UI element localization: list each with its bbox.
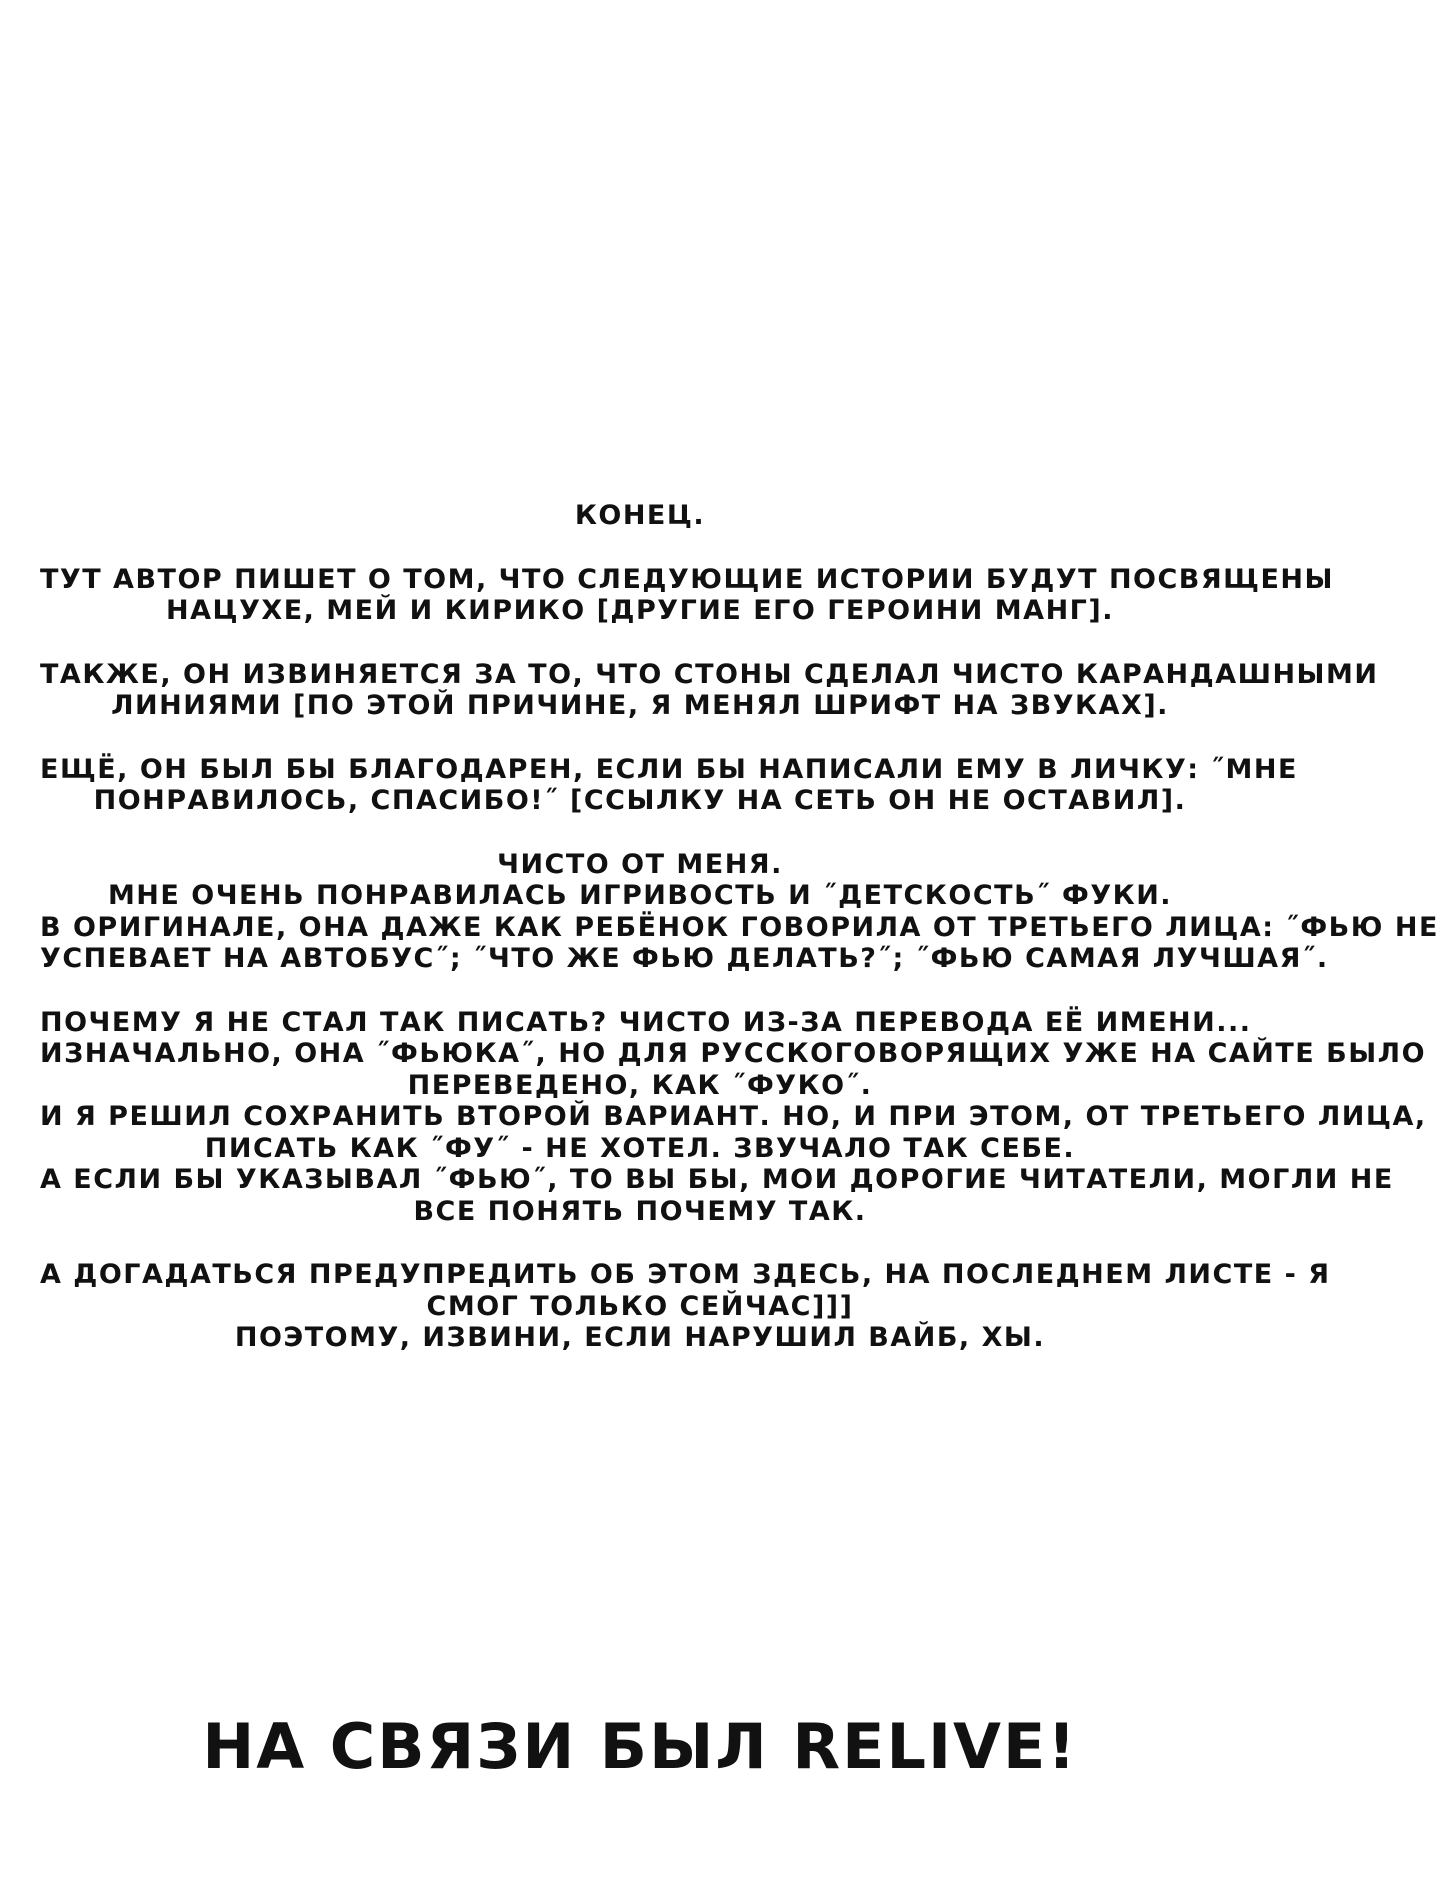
note-line: ТУТ АВТОР ПИШЕТ О ТОМ, ЧТО СЛЕДУЮЩИЕ ИСТОРИИ БУДУТ ПОСВЯЩЕНЫ [40, 563, 1334, 595]
note-line: КОНЕЦ. [574, 500, 706, 531]
note-paragraph [40, 563, 1334, 627]
note-line: ВСЕ ПОНЯТЬ ПОЧЕМУ ТАК. [413, 1195, 867, 1227]
note-line: ТАКЖЕ, ОН ИЗВИНЯЕТСЯ ЗА ТО, ЧТО СТОНЫ СДЕЛАЛ ЧИСТО КАРАНДАШНЫМИ [40, 658, 1379, 690]
note-line: ЕЩЁ, ОН БЫЛ БЫ БЛАГОДАРЕН, ЕСЛИ БЫ НАПИСАЛИ ЕМУ В ЛИЧКУ: ˝МНЕ [40, 753, 1298, 785]
note-line: ПОНРАВИЛОСЬ, СПАСИБО!˝ [ССЫЛКУ НА СЕТЬ ОН НЕ ОСТАВИЛ]. [93, 785, 1187, 816]
translator-note [40, 500, 1439, 1386]
note-paragraph [40, 753, 1298, 817]
note-paragraph [40, 658, 1379, 722]
note-line: НАЦУХЕ, МЕЙ И КИРИКО [ДРУГИЕ ЕГО ГЕРОИНИ МАНГ]. [166, 595, 1114, 626]
note-line: ИЗНАЧАЛЬНО, ОНА ˝ФЬЮКА˝, НО ДЛЯ РУССКОГОВОРЯЩИХ УЖЕ НА САЙТЕ БЫЛО [40, 1038, 1427, 1069]
note-line: МНЕ ОЧЕНЬ ПОНРАВИЛАСЬ ИГРИВОСТЬ И ˝ДЕТСКОСТЬ˝ ФУКИ. [107, 880, 1173, 911]
note-paragraph [40, 500, 1240, 532]
note-line: ПЕРЕВЕДЕНО, КАК ˝ФУКО˝. [407, 1069, 873, 1101]
note-line: В ОРИГИНАЛЕ, ОНА ДАЖЕ КАК РЕБЁНОК ГОВОРИЛА ОТ ТРЕТЬЕГО ЛИЦА: ˝ФЬЮ НЕ [40, 911, 1439, 943]
note-line: ПОЭТОМУ, ИЗВИНИ, ЕСЛИ НАРУШИЛ ВАЙБ, ХЫ. [234, 1322, 1046, 1353]
note-line: ПОЧЕМУ Я НЕ СТАЛ ТАК ПИСАТЬ? ЧИСТО ИЗ-ЗА ПЕРЕВОДА ЕЁ ИМЕНИ... [40, 1006, 1252, 1038]
note-line: ПИСАТЬ КАК ˝ФУ˝ - НЕ ХОТЕЛ. ЗВУЧАЛО ТАК СЕБЕ. [204, 1132, 1076, 1164]
note-line: А ДОГАДАТЬСЯ ПРЕДУПРЕДИТЬ ОБ ЭТОМ ЗДЕСЬ, НА ПОСЛЕДНЕМ ЛИСТЕ - Я [40, 1259, 1331, 1290]
note-line: И Я РЕШИЛ СОХРАНИТЬ ВТОРОЙ ВАРИАНТ. НО, И ПРИ ЭТОМ, ОТ ТРЕТЬЕГО ЛИЦА, [40, 1101, 1427, 1132]
note-paragraph [40, 1259, 1331, 1354]
note-line: СМОГ ТОЛЬКО СЕЙЧАС]]] [426, 1290, 854, 1322]
signature-text: НА СВЯЗИ БЫЛ RELIVE! [202, 1710, 1078, 1783]
note-line: ЧИСТО ОТ МЕНЯ. [497, 848, 783, 880]
note-line: А ЕСЛИ БЫ УКАЗЫВАЛ ˝ФЬЮ˝, ТО ВЫ БЫ, МОИ ДОРОГИЕ ЧИТАТЕЛИ, МОГЛИ НЕ [40, 1164, 1394, 1195]
note-line: УСПЕВАЕТ НА АВТОБУС˝; ˝ЧТО ЖЕ ФЬЮ ДЕЛАТЬ?˝; ˝ФЬЮ САМАЯ ЛУЧШАЯ˝. [40, 943, 1329, 974]
note-paragraph [40, 1006, 1427, 1228]
note-paragraph [40, 848, 1439, 975]
note-line: ЛИНИЯМИ [ПО ЭТОЙ ПРИЧИНЕ, Я МЕНЯЛ ШРИФТ НА ЗВУКАХ]. [111, 690, 1169, 721]
